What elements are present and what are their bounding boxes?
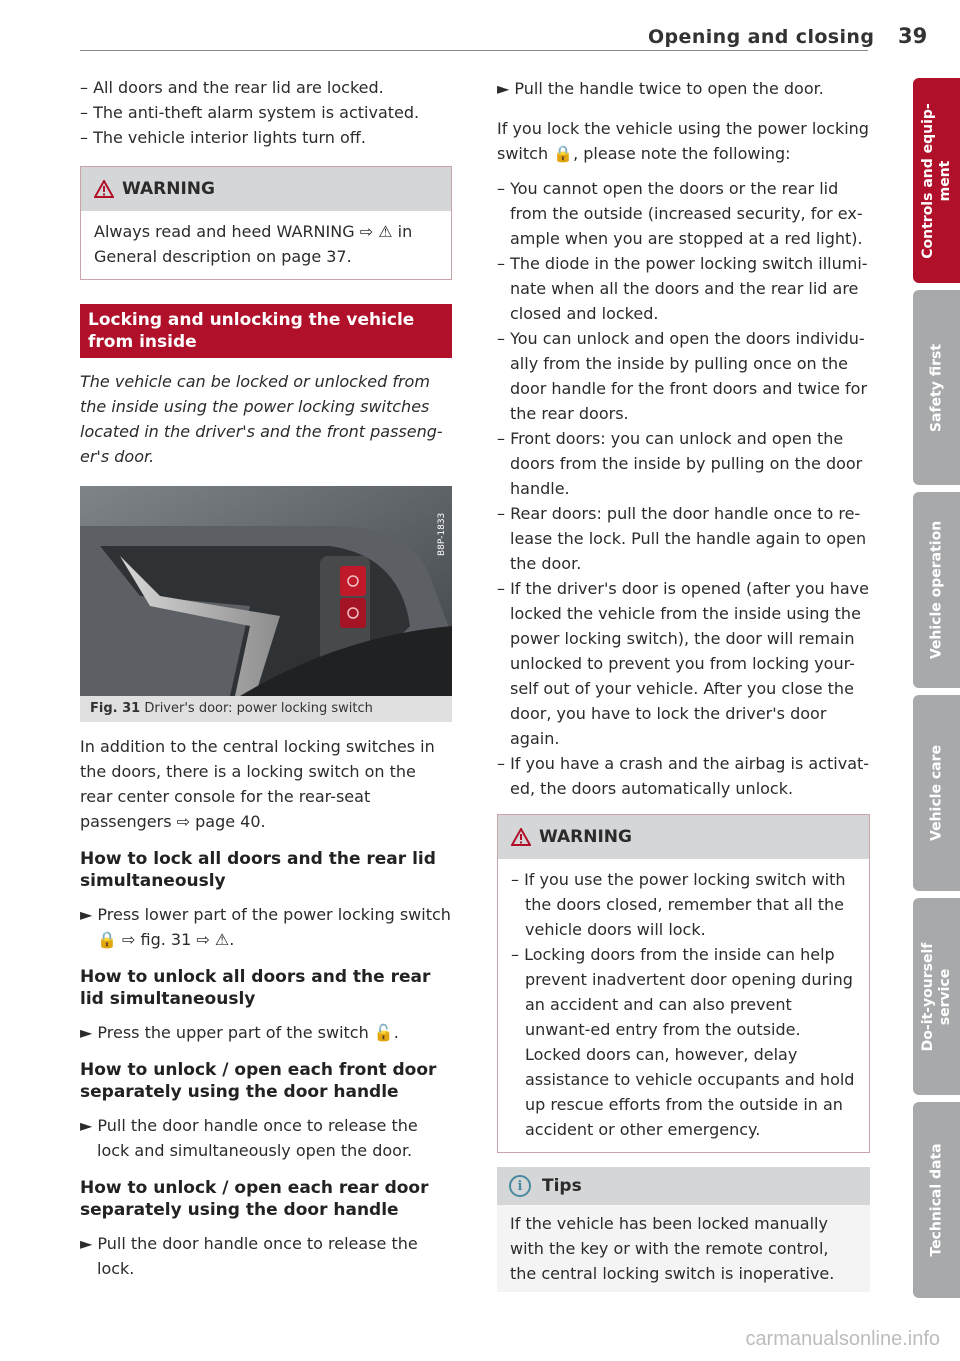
warning-box (497, 814, 870, 1153)
tab-label: Vehicle care (928, 745, 944, 841)
tips-text: If the vehicle has been locked manually with the key or with the remote control, the central locking switch is inoperative. (510, 1214, 835, 1283)
list-item: – Rear doors: pull the door handle once to re-lease the lock. Pull the handle again to open the door. (497, 504, 867, 573)
warning-text: Always read and heed WARNING ⇨ ⚠ in General description on page 37. (94, 222, 413, 266)
warning-header (81, 167, 451, 211)
door-switch-photo (80, 486, 452, 696)
figure-code: B8P-1833 (437, 512, 447, 556)
section-intro: The vehicle can be locked or unlocked from the inside using the power locking switches located in the driver's and the front passeng-er's door. (80, 372, 443, 466)
tab-label: Vehicle operation (928, 520, 944, 660)
paragraph: If you lock the vehicle using the power locking switch 🔒, please note the following: (497, 119, 869, 163)
figure-label: Fig. 31 (90, 701, 141, 716)
tab-safety-first[interactable] (913, 290, 960, 485)
list-item: – The anti-theft alarm system is activated. (80, 103, 420, 122)
tab-technical-data[interactable] (913, 1102, 960, 1298)
warning-box (80, 166, 452, 280)
list-item: – Front doors: you can unlock and open the doors from the inside by pulling on the door handle. (497, 429, 863, 498)
step-heading: How to unlock / open each rear door separately using the door handle (80, 1178, 429, 1220)
tab-vehicle-care[interactable] (913, 695, 960, 891)
notes-list (497, 176, 870, 801)
figure-caption (80, 696, 452, 722)
tips-box (497, 1167, 870, 1292)
tab-label: Controls and equip-ment (919, 102, 953, 259)
step-heading: How to unlock all doors and the rear lid simultaneously (80, 967, 431, 1009)
warning-triangle-icon (511, 828, 531, 846)
step-heading: How to lock all doors and the rear lid simultaneously (80, 849, 436, 891)
section-title: Locking and unlocking the vehicle from inside (80, 304, 452, 358)
step-text: ► Press lower part of the power locking switch 🔒 ⇨ fig. 31 ⇨ ⚠. (80, 905, 451, 949)
warning-list (498, 859, 869, 1152)
tips-header (497, 1167, 870, 1205)
watermark: carmanualsonline.info (745, 1328, 940, 1350)
list-item: – Locking doors from the inside can help prevent inadvertent door opening during an accident and can also prevent unwant-ed entry from the outside. Locked doors can, however, delay assistance to vehicle occupants and hold up rescue efforts from the outside in an accident or other emergency. (511, 945, 855, 1139)
figure (80, 486, 452, 722)
step-text: ► Pull the handle twice to open the door. (497, 79, 824, 98)
list-item: – All doors and the rear lid are locked. (80, 78, 384, 97)
right-column (497, 76, 870, 1292)
list-item: – If the driver's door is opened (after you have locked the vehicle from the inside using the power locking switch), the door will remain unlocked to prevent you from locking your-self out of your vehicle. After you close the door, you have to lock the driver's door again. (497, 579, 869, 748)
tab-controls-and-equipment[interactable] (913, 78, 960, 283)
list-item: – The vehicle interior lights turn off. (80, 128, 366, 147)
header-rule (80, 50, 868, 51)
list-item: – If you use the power locking switch with the doors closed, remember that all the vehicle doors will lock. (511, 870, 846, 939)
list-item: – If you have a crash and the airbag is activat-ed, the doors automatically unlock. (497, 754, 870, 798)
list-item: – You cannot open the doors or the rear lid from the outside (increased security, for ex-ample when you are stopped at a red light). (497, 179, 863, 248)
tips-title: Tips (542, 1175, 582, 1196)
tab-vehicle-operation[interactable] (913, 492, 960, 688)
tab-label: Do-it-yourself service (919, 942, 953, 1051)
tab-label: Safety first (928, 343, 944, 432)
warning-header (498, 815, 869, 859)
warning-triangle-icon (94, 180, 114, 198)
list-item: – You can unlock and open the doors individu-ally from the inside by pulling once on the door handle for the front doors and twice for the rear doors. (497, 329, 868, 423)
warning-title: WARNING (122, 178, 215, 199)
step-text: ► Pull the door handle once to release the lock and simultaneously open the door. (80, 1116, 418, 1160)
page-number: 39 (898, 24, 928, 48)
warning-title: WARNING (539, 826, 632, 847)
step-text: ► Press the upper part of the switch 🔓. (80, 1023, 399, 1042)
tab-label: Technical data (928, 1143, 944, 1257)
figure-caption-text: Driver's door: power locking switch (144, 701, 373, 716)
step-heading: How to unlock / open each front door separately using the door handle (80, 1060, 437, 1102)
paragraph: In addition to the central locking switches in the doors, there is a locking switch on the rear center console for the rear-seat passengers ⇨ page 40. (80, 737, 435, 831)
left-column (80, 75, 452, 1281)
tab-do-it-yourself-service[interactable] (913, 898, 960, 1095)
header-title: Opening and closing (648, 26, 875, 48)
info-icon: i (509, 1175, 531, 1197)
list-item: – The diode in the power locking switch illumi-nate when all the doors and the rear lid are closed and locked. (497, 254, 868, 323)
step-text: ► Pull the door handle once to release the lock. (80, 1234, 418, 1278)
